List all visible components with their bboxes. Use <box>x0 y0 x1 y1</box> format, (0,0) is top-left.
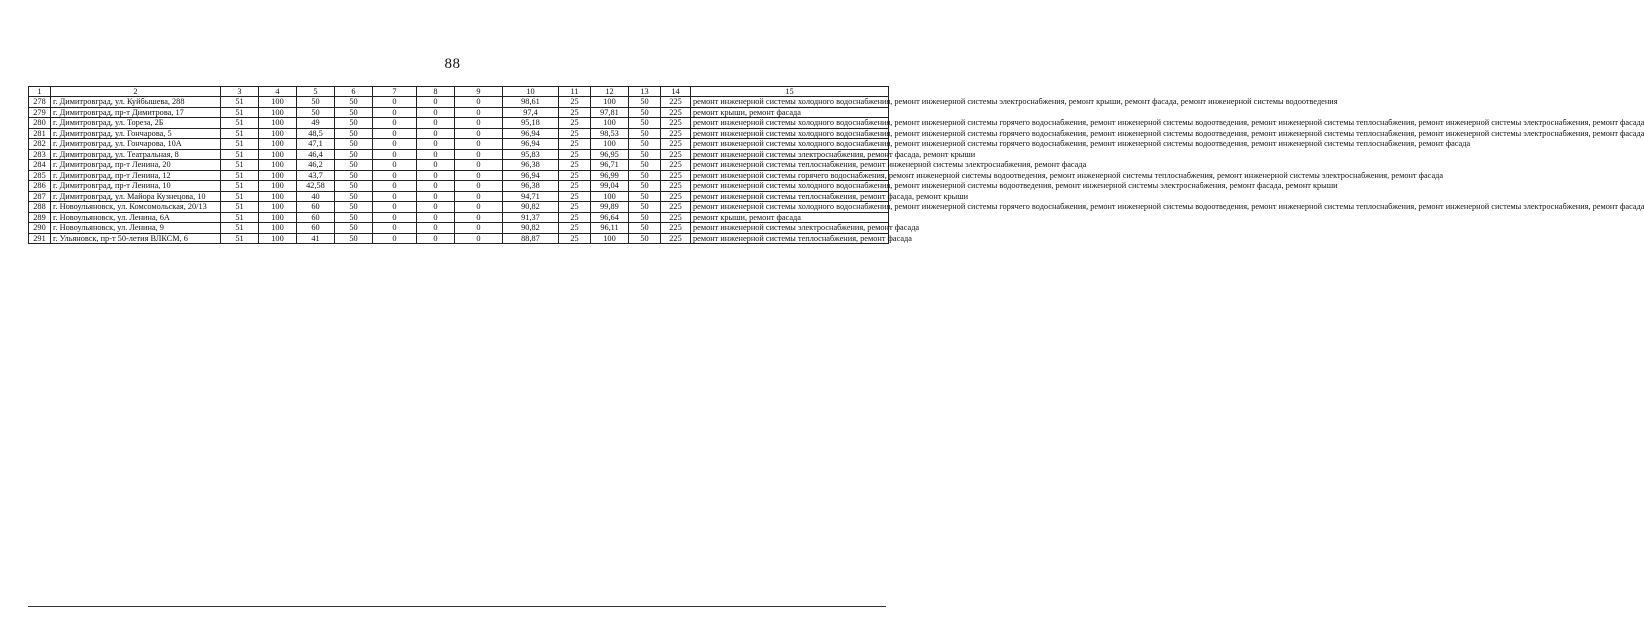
value-cell: 96,64 <box>591 212 629 223</box>
value-cell: 50 <box>629 107 661 118</box>
value-cell: 50 <box>629 170 661 181</box>
value-cell: 225 <box>661 97 691 108</box>
value-cell: 25 <box>559 181 591 192</box>
column-header: 15 <box>691 87 889 97</box>
value-cell: 0 <box>455 118 503 129</box>
row-number-cell: 287 <box>29 191 51 202</box>
value-cell: 25 <box>559 191 591 202</box>
value-cell: 50 <box>335 181 373 192</box>
value-cell: 96,11 <box>591 223 629 234</box>
table-row <box>29 181 889 192</box>
value-cell: 40 <box>297 191 335 202</box>
value-cell: 50 <box>297 107 335 118</box>
column-header: 13 <box>629 87 661 97</box>
value-cell: 50 <box>335 212 373 223</box>
value-cell: 100 <box>259 223 297 234</box>
value-cell: 50 <box>629 202 661 213</box>
value-cell: 0 <box>373 149 417 160</box>
value-cell: 48,5 <box>297 128 335 139</box>
value-cell: 97,4 <box>503 107 559 118</box>
value-cell: 50 <box>335 233 373 244</box>
value-cell: 51 <box>221 128 259 139</box>
value-cell: 60 <box>297 202 335 213</box>
value-cell: 49 <box>297 118 335 129</box>
value-cell: 42,58 <box>297 181 335 192</box>
value-cell: 98,53 <box>591 128 629 139</box>
table-body <box>29 97 1644 244</box>
value-cell: 51 <box>221 107 259 118</box>
value-cell: 0 <box>373 233 417 244</box>
value-cell: 0 <box>417 202 455 213</box>
value-cell: 225 <box>661 191 691 202</box>
row-number-cell: 278 <box>29 97 51 108</box>
value-cell: 0 <box>417 191 455 202</box>
table-row <box>29 202 889 213</box>
table-row <box>29 128 889 139</box>
value-cell: 96,95 <box>591 149 629 160</box>
value-cell: 100 <box>591 139 629 150</box>
value-cell: 225 <box>661 149 691 160</box>
address-cell: г. Димитровград, пр-т Ленина, 10 <box>51 181 221 192</box>
value-cell: 50 <box>629 160 661 171</box>
column-header: 9 <box>455 87 503 97</box>
table-row <box>29 223 889 234</box>
table-row <box>29 233 889 244</box>
value-cell: 51 <box>221 139 259 150</box>
works-cell: ремонт крыши, ремонт фасада <box>691 212 889 223</box>
value-cell: 96,94 <box>503 139 559 150</box>
row-number-cell: 288 <box>29 202 51 213</box>
row-number-cell: 290 <box>29 223 51 234</box>
value-cell: 90,82 <box>503 223 559 234</box>
value-cell: 0 <box>455 139 503 150</box>
value-cell: 225 <box>661 223 691 234</box>
column-header: 8 <box>417 87 455 97</box>
row-number-cell: 291 <box>29 233 51 244</box>
works-cell: ремонт крыши, ремонт фасада <box>691 107 889 118</box>
value-cell: 0 <box>373 107 417 118</box>
value-cell: 225 <box>661 107 691 118</box>
works-cell: ремонт инженерной системы холодного водоснабжения, ремонт инженерной системы горячего водоснабжения, ремонт инженерной системы водоотведения, ремонт инженерной системы теплоснабжения, ремонт фасада <box>691 139 889 150</box>
value-cell: 50 <box>629 223 661 234</box>
value-cell: 50 <box>629 212 661 223</box>
value-cell: 0 <box>455 233 503 244</box>
value-cell: 0 <box>373 212 417 223</box>
works-cell: ремонт инженерной системы теплоснабжения, ремонт фасада <box>691 233 889 244</box>
value-cell: 98,61 <box>503 97 559 108</box>
value-cell: 50 <box>335 160 373 171</box>
value-cell: 25 <box>559 97 591 108</box>
value-cell: 25 <box>559 118 591 129</box>
value-cell: 0 <box>417 139 455 150</box>
value-cell: 96,38 <box>503 160 559 171</box>
page-number: 88 <box>444 56 461 72</box>
value-cell: 47,1 <box>297 139 335 150</box>
value-cell: 225 <box>661 128 691 139</box>
works-cell: ремонт инженерной системы горячего водоснабжения, ремонт инженерной системы водоотведения, ремонт инженерной системы теплоснабжения, ремонт инженерной системы электроснабжения, ремонт фасада <box>691 170 889 181</box>
value-cell: 50 <box>629 149 661 160</box>
value-cell: 51 <box>221 118 259 129</box>
value-cell: 99,89 <box>591 202 629 213</box>
value-cell: 96,94 <box>503 170 559 181</box>
value-cell: 50 <box>335 97 373 108</box>
value-cell: 0 <box>373 191 417 202</box>
value-cell: 51 <box>221 97 259 108</box>
value-cell: 46,2 <box>297 160 335 171</box>
value-cell: 0 <box>417 149 455 160</box>
value-cell: 0 <box>373 97 417 108</box>
value-cell: 0 <box>455 160 503 171</box>
value-cell: 50 <box>335 107 373 118</box>
value-cell: 51 <box>221 170 259 181</box>
value-cell: 0 <box>455 107 503 118</box>
value-cell: 225 <box>661 160 691 171</box>
value-cell: 51 <box>221 233 259 244</box>
value-cell: 25 <box>559 149 591 160</box>
value-cell: 51 <box>221 223 259 234</box>
value-cell: 97,81 <box>591 107 629 118</box>
column-header: 6 <box>335 87 373 97</box>
table-row <box>29 118 889 129</box>
value-cell: 91,37 <box>503 212 559 223</box>
value-cell: 0 <box>373 128 417 139</box>
address-cell: г. Новоульяновск, ул. Ленина, 6А <box>51 212 221 223</box>
value-cell: 0 <box>455 223 503 234</box>
value-cell: 88,87 <box>503 233 559 244</box>
value-cell: 50 <box>335 191 373 202</box>
column-header: 5 <box>297 87 335 97</box>
value-cell: 100 <box>259 233 297 244</box>
value-cell: 0 <box>373 118 417 129</box>
value-cell: 51 <box>221 191 259 202</box>
value-cell: 100 <box>591 191 629 202</box>
column-header: 4 <box>259 87 297 97</box>
value-cell: 0 <box>373 223 417 234</box>
row-number-cell: 286 <box>29 181 51 192</box>
value-cell: 0 <box>373 160 417 171</box>
address-cell: г. Димитровград, пр-т Ленина, 20 <box>51 160 221 171</box>
value-cell: 60 <box>297 212 335 223</box>
value-cell: 25 <box>559 160 591 171</box>
value-cell: 50 <box>335 170 373 181</box>
value-cell: 50 <box>335 223 373 234</box>
value-cell: 0 <box>417 107 455 118</box>
value-cell: 0 <box>417 170 455 181</box>
value-cell: 100 <box>259 118 297 129</box>
value-cell: 50 <box>335 139 373 150</box>
address-cell: г. Ульяновск, пр-т 50-летия ВЛКСМ, 6 <box>51 233 221 244</box>
works-cell: ремонт инженерной системы холодного водоснабжения, ремонт инженерной системы электроснабжения, ремонт крыши, ремонт фасада, ремонт инженерной системы водоотведения <box>691 97 889 108</box>
value-cell: 25 <box>559 170 591 181</box>
row-number-cell: 279 <box>29 107 51 118</box>
address-cell: г. Димитровград, пр-т Ленина, 12 <box>51 170 221 181</box>
value-cell: 50 <box>629 97 661 108</box>
column-header: 7 <box>373 87 417 97</box>
column-header: 12 <box>591 87 629 97</box>
value-cell: 100 <box>259 139 297 150</box>
value-cell: 0 <box>417 160 455 171</box>
value-cell: 50 <box>335 149 373 160</box>
value-cell: 25 <box>559 107 591 118</box>
value-cell: 50 <box>335 128 373 139</box>
value-cell: 99,04 <box>591 181 629 192</box>
value-cell: 100 <box>259 191 297 202</box>
value-cell: 51 <box>221 149 259 160</box>
value-cell: 94,71 <box>503 191 559 202</box>
value-cell: 50 <box>335 118 373 129</box>
value-cell: 0 <box>373 170 417 181</box>
bottom-rule <box>28 606 886 607</box>
value-cell: 0 <box>455 212 503 223</box>
table-row <box>29 191 889 202</box>
address-cell: г. Димитровград, ул. Театральная, 8 <box>51 149 221 160</box>
value-cell: 51 <box>221 160 259 171</box>
works-cell: ремонт инженерной системы теплоснабжения, ремонт инженерной системы электроснабжения, ремонт фасада <box>691 160 889 171</box>
value-cell: 50 <box>335 202 373 213</box>
value-cell: 0 <box>455 149 503 160</box>
value-cell: 96,94 <box>503 128 559 139</box>
value-cell: 100 <box>591 233 629 244</box>
value-cell: 51 <box>221 212 259 223</box>
value-cell: 225 <box>661 233 691 244</box>
value-cell: 100 <box>259 128 297 139</box>
value-cell: 95,83 <box>503 149 559 160</box>
value-cell: 100 <box>259 160 297 171</box>
column-header: 3 <box>221 87 259 97</box>
address-cell: г. Димитровград, пр-т Димитрова, 17 <box>51 107 221 118</box>
value-cell: 50 <box>629 181 661 192</box>
value-cell: 0 <box>455 170 503 181</box>
value-cell: 0 <box>373 139 417 150</box>
value-cell: 41 <box>297 233 335 244</box>
row-number-cell: 283 <box>29 149 51 160</box>
value-cell: 100 <box>259 181 297 192</box>
value-cell: 0 <box>417 181 455 192</box>
value-cell: 0 <box>455 97 503 108</box>
value-cell: 50 <box>629 191 661 202</box>
value-cell: 100 <box>259 97 297 108</box>
address-cell: г. Димитровград, ул. Гончарова, 10А <box>51 139 221 150</box>
column-header: 11 <box>559 87 591 97</box>
value-cell: 0 <box>373 181 417 192</box>
address-cell: г. Димитровград, ул. Майора Кузнецова, 10 <box>51 191 221 202</box>
value-cell: 100 <box>259 149 297 160</box>
value-cell: 96,38 <box>503 181 559 192</box>
row-number-cell: 284 <box>29 160 51 171</box>
value-cell: 25 <box>559 139 591 150</box>
value-cell: 90,82 <box>503 202 559 213</box>
value-cell: 25 <box>559 202 591 213</box>
table-row <box>29 139 889 150</box>
works-cell: ремонт инженерной системы электроснабжения, ремонт фасада, ремонт крыши <box>691 149 889 160</box>
value-cell: 225 <box>661 212 691 223</box>
row-number-cell: 282 <box>29 139 51 150</box>
value-cell: 25 <box>559 128 591 139</box>
value-cell: 100 <box>259 107 297 118</box>
value-cell: 50 <box>629 233 661 244</box>
value-cell: 50 <box>629 128 661 139</box>
value-cell: 0 <box>373 202 417 213</box>
table-row <box>29 212 889 223</box>
value-cell: 0 <box>417 212 455 223</box>
row-number-cell: 285 <box>29 170 51 181</box>
column-header: 10 <box>503 87 559 97</box>
value-cell: 95,18 <box>503 118 559 129</box>
value-cell: 25 <box>559 212 591 223</box>
works-cell: ремонт инженерной системы электроснабжения, ремонт фасада <box>691 223 889 234</box>
value-cell: 100 <box>591 97 629 108</box>
table-row <box>29 149 889 160</box>
value-cell: 0 <box>417 223 455 234</box>
works-cell: ремонт инженерной системы холодного водоснабжения, ремонт инженерной системы горячего водоснабжения, ремонт инженерной системы водоотведения, ремонт инженерной системы теплоснабжения, ремонт инженерной системы электроснабжения, ремонт фасада <box>691 128 889 139</box>
works-cell: ремонт инженерной системы холодного водоснабжения, ремонт инженерной системы горячего водоснабжения, ремонт инженерной системы водоотведения, ремонт инженерной системы теплоснабжения, ремонт инженерной системы электроснабжения, ремонт фасада <box>691 202 889 213</box>
value-cell: 0 <box>455 128 503 139</box>
value-cell: 100 <box>259 202 297 213</box>
value-cell: 225 <box>661 139 691 150</box>
row-number-cell: 281 <box>29 128 51 139</box>
value-cell: 100 <box>591 118 629 129</box>
value-cell: 225 <box>661 181 691 192</box>
address-cell: г. Димитровград, ул. Куйбышева, 288 <box>51 97 221 108</box>
address-cell: г. Новоульяновск, ул. Комсомольская, 20/13 <box>51 202 221 213</box>
works-cell: ремонт инженерной системы теплоснабжения, ремонт фасада, ремонт крыши <box>691 191 889 202</box>
address-cell: г. Новоульяновск, ул. Ленина, 9 <box>51 223 221 234</box>
value-cell: 51 <box>221 202 259 213</box>
value-cell: 0 <box>417 233 455 244</box>
value-cell: 60 <box>297 223 335 234</box>
works-cell: ремонт инженерной системы холодного водоснабжения, ремонт инженерной системы горячего водоснабжения, ремонт инженерной системы водоотведения, ремонт инженерной системы теплоснабжения, ремонт инженерной системы электроснабжения, ремонт фасада <box>691 118 889 129</box>
value-cell: 96,99 <box>591 170 629 181</box>
value-cell: 100 <box>259 170 297 181</box>
column-header: 1 <box>29 87 51 97</box>
table-row <box>29 107 889 118</box>
value-cell: 25 <box>559 233 591 244</box>
column-header: 2 <box>51 87 221 97</box>
value-cell: 0 <box>455 191 503 202</box>
value-cell: 51 <box>221 181 259 192</box>
works-cell: ремонт инженерной системы холодного водоснабжения, ремонт инженерной системы водоотведения, ремонт инженерной системы электроснабжения, ремонт фасада, ремонт крыши <box>691 181 889 192</box>
value-cell: 225 <box>661 170 691 181</box>
repair-register-table <box>28 86 1644 244</box>
value-cell: 46,4 <box>297 149 335 160</box>
column-number-row <box>29 87 889 97</box>
value-cell: 50 <box>629 118 661 129</box>
table-row <box>29 170 889 181</box>
value-cell: 50 <box>297 97 335 108</box>
row-number-cell: 280 <box>29 118 51 129</box>
column-header: 14 <box>661 87 691 97</box>
value-cell: 25 <box>559 223 591 234</box>
value-cell: 225 <box>661 202 691 213</box>
value-cell: 96,71 <box>591 160 629 171</box>
value-cell: 0 <box>417 118 455 129</box>
value-cell: 0 <box>417 97 455 108</box>
table-row <box>29 97 889 108</box>
address-cell: г. Димитровград, ул. Гончарова, 5 <box>51 128 221 139</box>
value-cell: 0 <box>417 128 455 139</box>
address-cell: г. Димитровград, ул. Тореза, 2Б <box>51 118 221 129</box>
value-cell: 225 <box>661 118 691 129</box>
value-cell: 43,7 <box>297 170 335 181</box>
value-cell: 0 <box>455 181 503 192</box>
value-cell: 50 <box>629 139 661 150</box>
table-row <box>29 160 889 171</box>
value-cell: 100 <box>259 212 297 223</box>
value-cell: 0 <box>455 202 503 213</box>
row-number-cell: 289 <box>29 212 51 223</box>
